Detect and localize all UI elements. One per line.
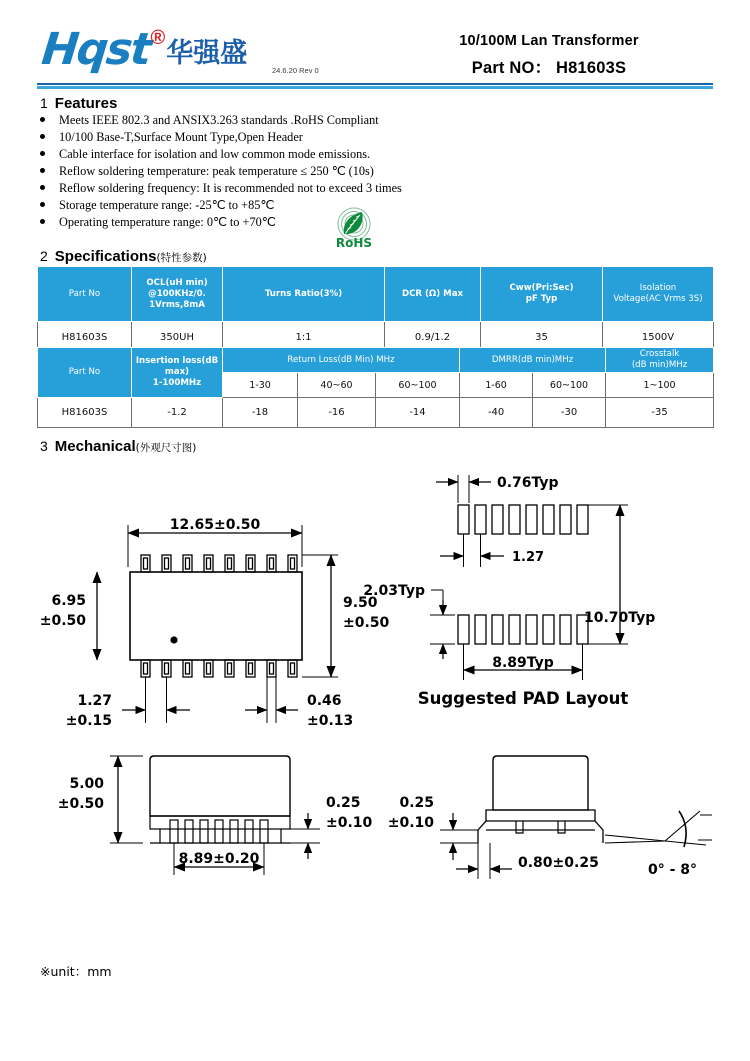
feature-text: Cable interface for isolation and low common mode emissions. [59, 147, 371, 161]
col-header-cww [481, 267, 603, 322]
dim-pad-total-height: 10.70Typ [584, 610, 656, 626]
cell-turns-ratio: 1:1 [223, 322, 385, 354]
cell-ocl: 350UH [132, 322, 223, 354]
col-header-dcr: DCR (Ω) Max [385, 267, 481, 322]
col-header-return-loss: Return Loss(dB Min) MHz [223, 348, 460, 373]
feature-text: Reflow soldering frequency: It is recommended not to exceed 3 times [59, 181, 402, 195]
dim-pad-pitch: 1.27 [512, 550, 545, 565]
page-header [0, 0, 750, 90]
dim-pad-span: 8.89Typ [492, 655, 554, 671]
mechanical-drawings [0, 455, 750, 925]
unit-note: ※unit：mm [40, 964, 112, 979]
section-number: 2 [40, 248, 48, 264]
feature-text: Operating temperature range: 0℃ to +70℃ [59, 215, 276, 229]
dim-pin-width-1: 0.46 [307, 693, 342, 709]
list-item [40, 113, 680, 128]
col-header-dmrr: DMRR(dB min)MHz [460, 348, 606, 373]
cww-line-1: Cww(Pri:Sec) [509, 283, 574, 293]
specifications-table-1 [37, 266, 714, 354]
document-title-block [384, 33, 714, 78]
cell-part-no: H81603S [38, 322, 132, 354]
top-view-drawing [97, 525, 338, 723]
subheader-dmrr-60-100: 60~100 [533, 373, 606, 398]
specifications-table-2 [37, 347, 714, 428]
col-header-part-no: Part No [38, 348, 132, 398]
pad-layout-drawing [430, 475, 628, 680]
il-line-2: max) [164, 367, 190, 377]
list-item [40, 181, 680, 196]
header-divider [37, 83, 713, 89]
dim-right-height-1: 9.50 [343, 595, 378, 611]
dim-pad-height: 2.03Typ [363, 583, 425, 599]
col-header-insertion-loss [132, 348, 223, 398]
col-header-ocl [132, 267, 223, 322]
bullet-icon [40, 185, 45, 190]
section-title: Specifications [54, 248, 157, 265]
part-number-title: Part NO： H81603S [471, 59, 627, 77]
col-header-crosstalk [606, 348, 714, 373]
section-title-chinese: (特性参数) [156, 252, 207, 264]
dim-side-lead-1: 0.25 [326, 795, 361, 811]
crosstalk-line-1: Crosstalk [639, 349, 680, 359]
iso-line-2: Voltage(AC Vrms 3S) [613, 294, 703, 304]
bullet-icon [40, 117, 45, 122]
col-header-turns-ratio: Turns Ratio(3%) [223, 267, 385, 322]
dim-pin-width-2: ±0.13 [307, 713, 354, 729]
crosstalk-line-2: (dB min)MHz [631, 360, 688, 370]
il-line-3: 1-100MHz [152, 378, 202, 388]
dim-side-height-1: 5.00 [69, 776, 104, 792]
rohs-logo-icon [326, 205, 382, 251]
company-logo [39, 24, 248, 75]
dim-pad-width: 0.76Typ [497, 475, 559, 491]
cell-dcr: 0.9/1.2 [385, 322, 481, 354]
dim-top-width: 12.65±0.50 [169, 517, 261, 533]
product-title: 10/100M Lan Transformer [459, 33, 639, 49]
ocl-line-3: 1Vrms,8mA [149, 299, 205, 310]
pad-layout-title: Suggested PAD Layout [417, 689, 629, 708]
table-row [38, 398, 714, 428]
dim-left-height-2: ±0.50 [39, 613, 86, 629]
feature-text: Reflow soldering temperature: peak temperature ≤ 250 ℃ (10s) [59, 164, 374, 178]
dim-left-height-1: 6.95 [51, 593, 86, 609]
dim-end-foot: 0.80±0.25 [518, 855, 599, 871]
col-header-part-no: Part No [38, 267, 132, 322]
bullet-icon [40, 168, 45, 173]
subheader-dmrr-1-60: 1-60 [460, 373, 533, 398]
section-heading-mechanical [40, 438, 196, 455]
rohs-label: RoHS [335, 236, 373, 250]
cell-rl-40-60: -16 [298, 398, 376, 428]
list-item [40, 147, 680, 162]
logo-wordmark: Hqst [39, 24, 153, 75]
subheader-rl-40-60: 40~60 [298, 373, 376, 398]
il-line-1: Insertion loss(dB [135, 356, 219, 366]
registered-trademark-icon: ® [150, 27, 166, 49]
cell-rl-1-30: -18 [223, 398, 298, 428]
section-heading-specifications [40, 248, 207, 265]
bullet-icon [40, 219, 45, 224]
dim-end-angle: 0° - 8° [648, 862, 698, 878]
dim-side-lead-2: ±0.10 [326, 815, 373, 831]
cww-line-2: pF Typ [525, 294, 558, 304]
feature-text: Meets IEEE 802.3 and ANSIX3.263 standards .RoHS Compliant [59, 113, 379, 127]
cell-crosstalk: -35 [606, 398, 714, 428]
section-title: Mechanical [54, 438, 136, 455]
cell-dmrr-1-60: -40 [460, 398, 533, 428]
ocl-line-1: OCL(uH min) [146, 277, 208, 288]
dim-pitch-1: 1.27 [77, 693, 112, 709]
section-title-chinese: (外观尺寸图) [135, 442, 197, 454]
ocl-line-2: @100KHz/0. [148, 288, 206, 299]
dim-pitch-2: ±0.15 [65, 713, 112, 729]
table-header-row-top [38, 348, 714, 373]
dim-side-span: 8.89±0.20 [178, 851, 260, 867]
col-header-isolation [603, 267, 714, 322]
list-item [40, 164, 680, 179]
section-title: Features [54, 95, 118, 112]
pin-one-marker [170, 636, 177, 643]
cell-rl-60-100: -14 [376, 398, 460, 428]
iso-line-1: Isolation [639, 283, 677, 293]
cell-part-no: H81603S [38, 398, 132, 428]
logo-chinese-name: 华强盛 [166, 38, 248, 69]
dim-end-lead-2: ±0.10 [387, 815, 434, 831]
cell-dmrr-60-100: -30 [533, 398, 606, 428]
cell-isolation: 1500V [603, 322, 714, 354]
revision-label: 24.6.20 Rev 0 [272, 66, 319, 75]
feature-text: 10/100 Base-T,Surface Mount Type,Open Header [59, 130, 303, 144]
list-item [40, 130, 680, 145]
dim-end-lead-1: 0.25 [399, 795, 434, 811]
section-number: 3 [40, 438, 48, 454]
dim-side-height-2: ±0.50 [57, 796, 104, 812]
subheader-rl-1-30: 1-30 [223, 373, 298, 398]
subheader-crosstalk-1-100: 1~100 [606, 373, 714, 398]
feature-text: Storage temperature range: -25℃ to +85℃ [59, 198, 275, 212]
bullet-icon [40, 151, 45, 156]
subheader-rl-60-100: 60~100 [376, 373, 460, 398]
cell-insertion-loss: -1.2 [132, 398, 223, 428]
bullet-icon [40, 134, 45, 139]
cell-cww: 35 [481, 322, 603, 354]
table-header-row [38, 267, 714, 322]
section-number: 1 [40, 95, 48, 111]
dim-right-height-2: ±0.50 [343, 615, 390, 631]
section-heading-features [40, 95, 117, 112]
bullet-icon [40, 202, 45, 207]
